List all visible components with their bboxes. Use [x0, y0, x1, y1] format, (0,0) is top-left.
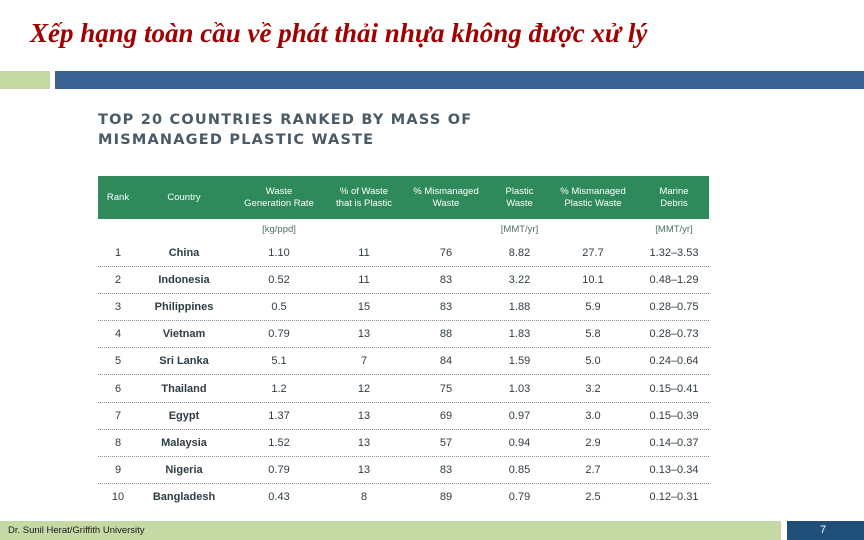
cell-pct-mis: 57: [439, 436, 453, 449]
cell-pct-mis: 88: [439, 328, 453, 341]
table-row: [98, 484, 709, 511]
header-rank: Rank: [106, 191, 130, 203]
cell-country: Thailand: [161, 382, 207, 395]
cell-mpw: 10.1: [582, 274, 604, 287]
cell-pct-plastic: 13: [357, 328, 371, 341]
table-row: [98, 430, 709, 457]
cell-pw: 0.97: [508, 409, 531, 422]
cell-rank: 2: [114, 274, 122, 287]
unit-marine-debris: [MMT/yr]: [655, 224, 693, 235]
table-row: [98, 457, 709, 484]
cell-debris: 0.28–0.75: [649, 301, 699, 314]
cell-pct-plastic: 15: [357, 301, 371, 314]
cell-pct-mis: 83: [439, 463, 453, 476]
cell-pw: 1.03: [508, 382, 531, 395]
header-waste-generation-rate: Waste Generation Rate: [244, 185, 314, 209]
cell-country: Malaysia: [161, 436, 207, 449]
cell-rank: 5: [114, 355, 122, 368]
cell-debris: 0.28–0.73: [649, 328, 699, 341]
header-percent-mismanaged-plastic: % Mismanaged Plastic Waste: [560, 185, 626, 209]
table-row: [98, 321, 709, 348]
cell-mpw: 5.8: [585, 328, 601, 341]
cell-rank: 6: [114, 382, 122, 395]
cell-pw: 8.82: [508, 247, 531, 260]
cell-rank: 8: [114, 436, 122, 449]
cell-rank: 1: [114, 247, 122, 260]
cell-rank: 9: [114, 463, 122, 476]
table-row: [98, 294, 709, 321]
cell-country: Nigeria: [165, 463, 203, 476]
cell-debris: 0.13–0.34: [649, 463, 699, 476]
cell-country: Sri Lanka: [159, 355, 209, 368]
cell-debris: 1.32–3.53: [649, 247, 699, 260]
cell-pct-mis: 89: [439, 491, 453, 504]
cell-pct-plastic: 12: [357, 382, 371, 395]
cell-debris: 0.12–0.31: [649, 491, 699, 504]
cell-rate: 0.52: [268, 274, 290, 287]
accent-bar-left: [0, 71, 50, 89]
cell-rank: 7: [114, 409, 122, 422]
cell-pw: 1.59: [508, 355, 531, 368]
header-country: Country: [167, 191, 201, 203]
cell-rate: 0.5: [271, 301, 287, 314]
cell-rank: 3: [114, 301, 122, 314]
header-percent-mismanaged-waste: % Mismanaged Waste: [413, 185, 479, 209]
cell-mpw: 5.9: [585, 301, 601, 314]
table-row: [98, 348, 709, 375]
cell-rank: 10: [111, 491, 125, 504]
cell-pw: 0.79: [508, 491, 531, 504]
cell-mpw: 2.5: [585, 491, 601, 504]
cell-pw: 3.22: [508, 274, 531, 287]
cell-country: Indonesia: [158, 274, 210, 287]
cell-pct-mis: 83: [439, 301, 453, 314]
cell-mpw: 3.2: [585, 382, 601, 395]
cell-debris: 0.15–0.41: [649, 382, 699, 395]
cell-pct-plastic: 8: [360, 491, 368, 504]
cell-rate: 0.79: [268, 328, 290, 341]
cell-pct-plastic: 11: [358, 274, 370, 287]
header-percent-plastic: % of Waste that is Plastic: [336, 185, 392, 209]
table-heading-line2: MISMANAGED PLASTIC WASTE: [98, 132, 375, 148]
cell-debris: 0.24–0.64: [649, 355, 699, 368]
cell-mpw: 3.0: [585, 409, 601, 422]
cell-mpw: 27.7: [582, 247, 604, 260]
cell-rank: 4: [114, 328, 122, 341]
slide-title: Xếp hạng toàn cầu về phát thải nhựa không được xử lý: [30, 18, 648, 48]
cell-rate: 1.10: [268, 247, 290, 260]
cell-pct-plastic: 13: [357, 436, 371, 449]
cell-pct-mis: 84: [439, 355, 453, 368]
cell-country: Bangladesh: [152, 491, 216, 504]
cell-debris: 0.48–1.29: [649, 274, 699, 287]
header-plastic-waste: Plastic Waste: [505, 185, 534, 209]
cell-pw: 1.88: [508, 301, 531, 314]
cell-rate: 1.37: [268, 409, 290, 422]
page-number: 7: [819, 524, 827, 536]
cell-pct-plastic: 13: [357, 409, 371, 422]
cell-pw: 0.94: [508, 436, 531, 449]
cell-pct-mis: 75: [439, 382, 453, 395]
cell-debris: 0.14–0.37: [649, 436, 699, 449]
units-row: [98, 219, 709, 240]
cell-pw: 0.85: [508, 463, 531, 476]
cell-rate: 0.43: [268, 491, 290, 504]
cell-pct-mis: 76: [439, 247, 453, 260]
cell-rate: 1.52: [268, 436, 290, 449]
table-row: [98, 375, 709, 402]
table-body: [98, 240, 709, 511]
cell-country: China: [168, 247, 200, 260]
cell-pct-plastic: 7: [360, 355, 368, 368]
cell-debris: 0.15–0.39: [649, 409, 699, 422]
table-row: [98, 403, 709, 430]
cell-country: Egypt: [168, 409, 200, 422]
cell-pw: 1.83: [508, 328, 531, 341]
unit-plastic-waste: [MMT/yr]: [500, 224, 539, 235]
footer-author: Dr. Sunil Herat/Griffith University: [8, 525, 145, 536]
table-header-row: [98, 176, 709, 219]
cell-mpw: 2.9: [585, 436, 601, 449]
cell-rate: 5.1: [271, 355, 287, 368]
plastic-waste-table: [98, 176, 709, 511]
cell-pct-plastic: 13: [357, 463, 371, 476]
accent-bar-right: [55, 71, 864, 89]
table-heading-line1: TOP 20 COUNTRIES RANKED BY MASS OF: [98, 112, 473, 128]
cell-rate: 1.2: [271, 382, 287, 395]
unit-rate: [kg/ppd]: [262, 224, 296, 235]
cell-mpw: 5.0: [585, 355, 601, 368]
cell-pct-mis: 83: [439, 274, 453, 287]
cell-mpw: 2.7: [585, 463, 601, 476]
cell-rate: 0.79: [268, 463, 290, 476]
header-marine-debris: Marine Debris: [659, 185, 689, 209]
table-row: [98, 240, 709, 267]
cell-country: Philippines: [154, 301, 214, 314]
table-row: [98, 267, 709, 294]
cell-pct-plastic: 11: [358, 247, 370, 260]
cell-country: Vietnam: [162, 328, 206, 341]
cell-pct-mis: 69: [439, 409, 453, 422]
table-heading: [98, 110, 472, 150]
